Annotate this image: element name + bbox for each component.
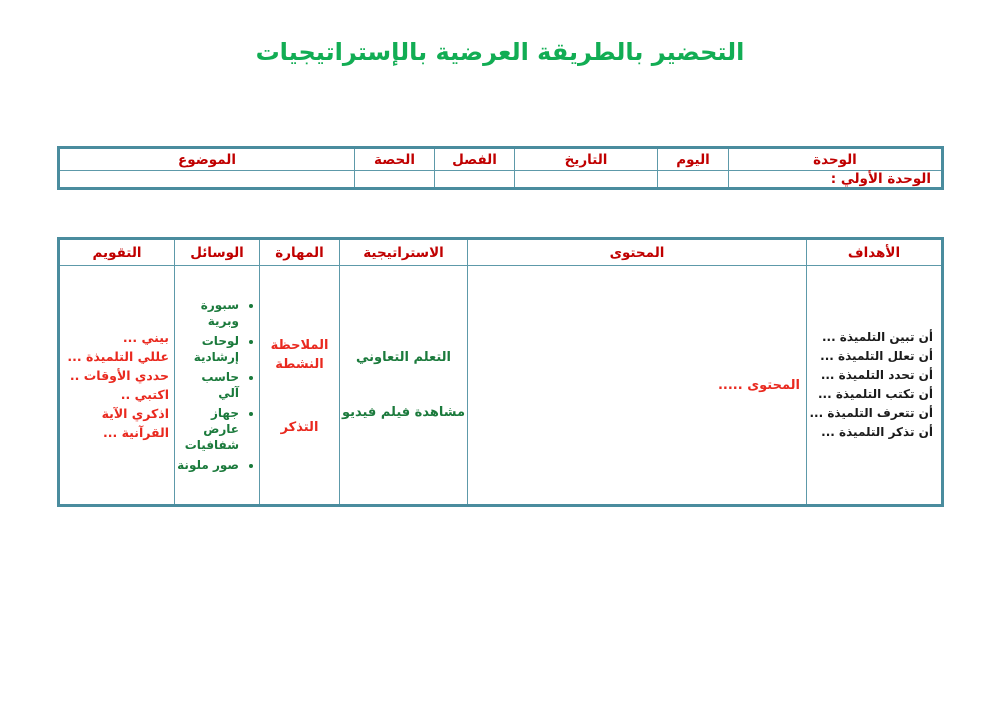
lesson-plan-table [57,237,944,507]
unit-value-cell: الوحدة الأولي : [729,171,943,189]
plan-header-evaluation: التقويم [59,239,175,266]
evaluation-line: حددي الأوقات .. [69,368,169,383]
evaluation-line: اكتبي .. [120,387,169,402]
evaluation-line: اذكري الآية القرآنية ... [101,406,169,440]
info-header-day: اليوم [658,148,729,171]
info-header-period: الحصة [355,148,435,171]
plan-body-row [59,266,943,506]
info-header-row [59,148,943,171]
skill-item: التذكر [280,419,319,435]
info-header-unit: الوحدة [729,148,943,171]
date-value-cell [515,171,658,189]
objective-line: أن تذكر التلميذة ... [821,425,933,439]
subject-value-cell [59,171,355,189]
objective-line: أن تعلل التلميذة ... [820,349,933,363]
skill-item: الملاحظة النشطة [270,337,329,372]
means-item: • صور ملونة [177,457,239,473]
strategy-cell [340,266,468,506]
evaluation-line: بيني ... [122,330,169,345]
info-value-row [59,171,943,189]
class-value-cell [435,171,515,189]
info-header-class: الفصل [435,148,515,171]
means-item: • سبورة وبرية [177,297,239,329]
skill-cell [260,266,340,506]
objective-line: أن تكتب التلميذة ... [817,387,933,401]
content-text: المحتوى ..... [717,377,800,393]
means-item: • حاسب آلي [177,369,239,401]
evaluation-line: عللي التلميذة ... [67,349,169,364]
objectives-cell [807,266,943,506]
means-cell [175,266,260,506]
period-value-cell [355,171,435,189]
means-item: • جهاز عارض شفافيات [177,405,239,453]
content-cell [468,266,807,506]
lesson-info-table [57,146,944,190]
objective-line: أن تتعرف التلميذة ... [809,406,933,420]
strategy-item: التعلم التعاوني [356,350,451,365]
day-value-cell [658,171,729,189]
plan-header-means: الوسائل [175,239,260,266]
info-header-date: التاريخ [515,148,658,171]
plan-header-skill: المهارة [260,239,340,266]
objective-line: أن تحدد التلميذة ... [820,368,933,382]
strategy-item: مشاهدة فيلم فيديو [341,405,466,420]
info-header-subject: الموضوع [59,148,355,171]
plan-header-content: المحتوى [468,239,807,266]
objective-line: أن تبين التلميذة ... [821,330,933,344]
means-list [177,297,255,473]
page-title: التحضير بالطريقة العرضية بالإستراتيجيات [255,38,745,66]
means-item: • لوحات إرشادية [177,333,239,365]
plan-header-strategy: الاستراتيجية [340,239,468,266]
evaluation-cell [59,266,175,506]
plan-header-objectives: الأهداف [807,239,943,266]
plan-header-row [59,239,943,266]
